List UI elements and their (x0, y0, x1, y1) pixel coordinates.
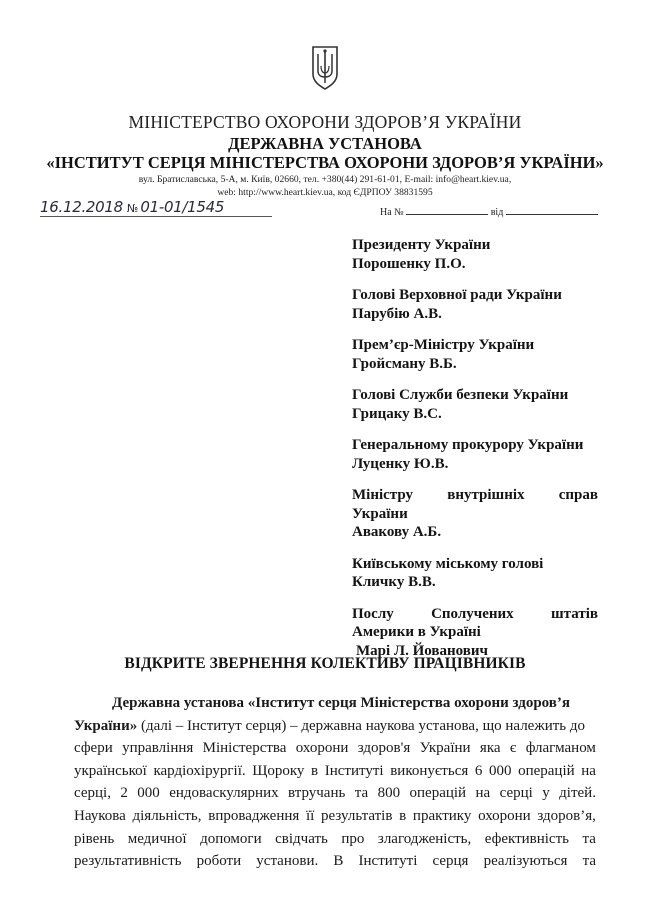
body-line (74, 760, 596, 783)
word: ендоваскулярних (169, 785, 279, 802)
body-line (74, 782, 596, 805)
word: 000 (488, 762, 512, 779)
word: в (311, 762, 319, 779)
institution-title-line-2: «ІНСТИТУТ СЕРЦЯ МІНІСТЕРСТВА ОХОРОНИ ЗДОРОВ’Я УКРАЇНИ» (46, 153, 604, 172)
word: флагманом (525, 740, 596, 757)
word: Міністерства (202, 740, 287, 757)
addressee-line: Київському міському голові (352, 555, 544, 572)
word: В (333, 853, 344, 870)
word: охорони (295, 740, 349, 757)
body-line (74, 692, 596, 715)
word: Інституті (324, 762, 384, 779)
addressee-prime-minister (352, 336, 598, 373)
word: кардіохірургії. (153, 762, 246, 779)
outgoing-registration (40, 198, 280, 222)
addressee-line-justified (352, 605, 598, 624)
body-text: (далі – Інститут серця) – державна наукова установа, що належить до (140, 717, 586, 734)
addressee-prosecutor-general (352, 436, 598, 473)
word: штатів (551, 605, 598, 622)
addressee-line: Голові Верховної ради України (352, 287, 562, 303)
word: серці (499, 785, 533, 802)
word: операцій (409, 785, 467, 802)
document-heading: ВІДКРИТЕ ЗВЕРНЕННЯ КОЛЕКТИВУ ПРАЦІВНИКІВ (124, 655, 526, 672)
addressee-line: Луценку Ю.В. (352, 455, 449, 472)
outgoing-number: 01-01/1545 (140, 198, 225, 216)
word: та (354, 785, 369, 802)
addressee-line: Америки в Україні (352, 624, 481, 640)
body-line (74, 828, 596, 851)
word: про (341, 830, 365, 847)
outgoing-date: 16.12.2018 (40, 198, 123, 216)
word: управління (122, 740, 194, 757)
addressee-line-justified (352, 486, 598, 505)
word: впровадження (208, 807, 300, 824)
word: справ (558, 487, 598, 503)
word: реалізуються (483, 853, 568, 870)
word: серця (432, 853, 469, 870)
incoming-reference (380, 205, 620, 218)
institution-contacts (0, 174, 650, 199)
word: Сполучених (431, 605, 514, 622)
word: є (509, 740, 517, 757)
word: у (542, 785, 550, 802)
word: результативність (74, 853, 182, 870)
word: 6 (474, 762, 483, 779)
outgoing-number-sign: № (126, 202, 139, 215)
addressee-line: Президенту України (352, 237, 491, 253)
word: роботи (196, 853, 242, 870)
word: практику (412, 807, 472, 824)
word: та (582, 830, 596, 847)
word: Послу (352, 605, 394, 622)
word: її (306, 807, 315, 824)
addressee-line: Прем’єр-Міністру України (352, 337, 535, 353)
word: 2 (120, 785, 128, 802)
addressee-kyiv-mayor (352, 555, 598, 592)
body-line (74, 737, 596, 760)
incoming-number-label: На № (380, 207, 404, 218)
word: на (475, 785, 491, 802)
addressee-line: Кличку В.В. (352, 574, 436, 590)
word: втручань (288, 785, 346, 802)
word: злагодженість, (377, 830, 472, 847)
document-body (74, 692, 596, 873)
word: медичної (127, 830, 187, 847)
word: України (419, 740, 471, 757)
word: рівень (74, 830, 115, 847)
word: результатів (321, 807, 393, 824)
word: виконується (390, 762, 469, 779)
addressee-line: Парубію А.В. (352, 305, 442, 322)
word: в (399, 807, 407, 824)
word: та (582, 853, 596, 870)
word: 000 (137, 785, 160, 802)
addressee-line: Гройсману В.Б. (352, 355, 457, 372)
incoming-date-blank (506, 205, 598, 215)
addressee-us-ambassador (352, 605, 598, 661)
incoming-from-label: від (490, 207, 504, 218)
word: 800 (377, 785, 401, 802)
contacts-line-1: вул. Братиславська, 5-А, м. Київ, 02660, тел. +380(44) 291-61-01, E-mail: info@heart.kiev.ua, (138, 174, 512, 185)
incoming-number-blank (406, 205, 488, 215)
word: української (74, 762, 147, 779)
word: допомоги (200, 830, 262, 847)
addressee-president (352, 236, 598, 273)
word: Інституті (358, 853, 418, 870)
addressee-block (352, 236, 598, 673)
body-bold-text: України» (74, 717, 138, 734)
body-bold-text: Державна установа «Інститут серця Міністерства охорони здоров’я (112, 695, 571, 711)
word: свідчать (275, 830, 328, 847)
word: дітей. (559, 785, 596, 802)
contacts-line-2: web: http://www.heart.kiev.ua, код ЄДРПОУ 38831595 (217, 186, 433, 198)
word: серці, (74, 785, 111, 802)
addressee-line: України (352, 505, 408, 522)
word: сфери (74, 740, 113, 757)
addressee-line: Марі Л. Йованович (356, 642, 488, 659)
trident-icon (310, 44, 340, 90)
word: здоров'я (357, 740, 411, 757)
addressee-interior-minister (352, 486, 598, 542)
ministry-name: МІНІСТЕРСТВО ОХОРОНИ ЗДОРОВ’Я УКРАЇНИ (128, 112, 522, 132)
word: Щороку (252, 762, 305, 779)
institution-title-line-1: ДЕРЖАВНА УСТАНОВА (228, 134, 422, 153)
addressee-rada-head (352, 286, 598, 323)
addressee-line: Генеральному прокурору України (352, 437, 584, 453)
addressee-line: Голові Служби безпеки України (352, 387, 569, 403)
word: здоров’я, (537, 807, 596, 824)
word: охорони (478, 807, 531, 824)
word: діяльність, (132, 807, 202, 824)
outgoing-underline (40, 216, 272, 217)
addressee-line: Порошенку П.О. (352, 255, 466, 272)
word: Наукова (74, 807, 126, 824)
word: на (581, 762, 596, 779)
body-line (74, 805, 596, 828)
institution-title (0, 134, 650, 172)
word: операцій (518, 762, 575, 779)
word: внутрішніх (447, 487, 525, 503)
body-line (74, 850, 596, 873)
body-line (74, 715, 596, 738)
word: яка (479, 740, 501, 757)
addressee-sbu-head (352, 386, 598, 423)
addressee-line: Грицаку В.С. (352, 405, 442, 422)
word: установи. (256, 853, 319, 870)
word: Міністру (352, 487, 413, 503)
word: ефективність (484, 830, 569, 847)
addressee-line: Авакову А.Б. (352, 524, 442, 540)
